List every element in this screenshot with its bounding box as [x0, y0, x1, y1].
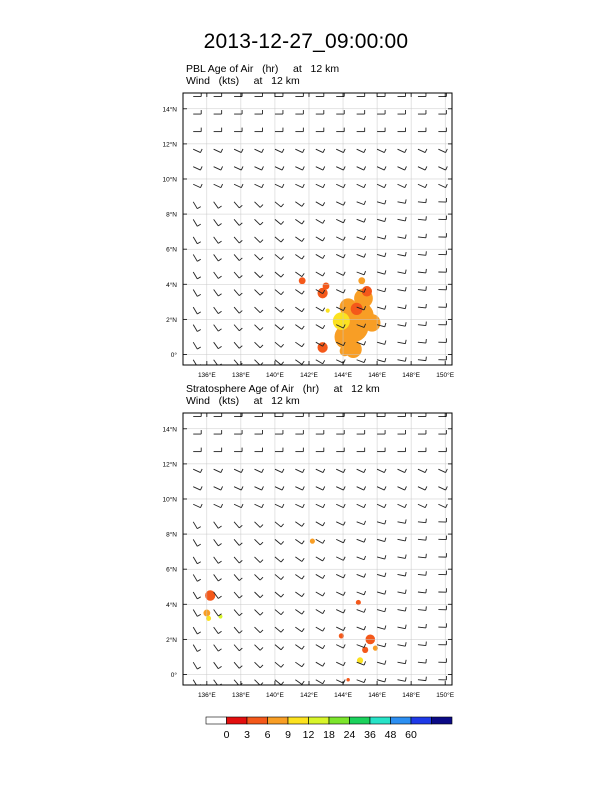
x-tick-label: 144°E: [334, 692, 352, 699]
colorbar-swatch: [227, 717, 248, 724]
y-tick-label: 2°N: [166, 636, 177, 644]
colorbar-swatch: [288, 717, 309, 724]
x-tick-label: 148°E: [402, 692, 421, 699]
colorbar-swatch: [329, 717, 350, 724]
colorbar-swatch: [391, 717, 412, 724]
page-title: 2013-12-27_09:00:00: [203, 30, 409, 53]
x-tick-label: 146°E: [368, 692, 386, 699]
y-tick-label: 10°N: [162, 496, 177, 504]
x-tick-label: 146°E: [368, 372, 386, 379]
x-tick-label: 136°E: [197, 692, 216, 699]
y-tick-label: 14°N: [162, 106, 177, 114]
x-tick-label: 150°E: [436, 372, 455, 379]
x-tick-label: 142°E: [300, 372, 318, 379]
colorbar-swatch: [411, 717, 432, 724]
panel-2-title-line2: Wind (kts) at 12 km: [186, 395, 300, 407]
y-tick-label: 14°N: [162, 426, 177, 434]
y-tick-label: 0°: [170, 671, 177, 679]
colorbar-label: 24: [343, 729, 356, 741]
y-tick-label: 12°N: [162, 141, 177, 149]
y-tick-label: 4°N: [166, 281, 177, 289]
colorbar-label: 3: [244, 729, 250, 741]
colorbar-swatch: [206, 717, 227, 724]
x-tick-label: 138°E: [231, 692, 250, 699]
colorbar-label: 60: [405, 729, 417, 741]
y-tick-label: 8°N: [166, 211, 177, 219]
x-tick-label: 150°E: [436, 692, 455, 699]
x-tick-label: 148°E: [402, 372, 421, 379]
x-tick-label: 142°E: [300, 692, 318, 699]
y-tick-label: 10°N: [162, 176, 177, 184]
x-tick-label: 140°E: [266, 372, 284, 379]
y-tick-label: 4°N: [166, 601, 177, 609]
colorbar-swatch: [247, 717, 268, 724]
x-tick-label: 136°E: [197, 372, 216, 379]
panel-1-title-line1: PBL Age of Air (hr) at 12 km: [186, 63, 340, 75]
y-tick-label: 8°N: [166, 531, 177, 539]
y-tick-label: 2°N: [166, 316, 177, 324]
y-tick-label: 6°N: [166, 246, 177, 254]
colorbar-swatch: [309, 717, 330, 724]
colorbar-label: 12: [302, 729, 315, 741]
panel-1-title-line2: Wind (kts) at 12 km: [186, 75, 300, 87]
y-tick-label: 6°N: [166, 566, 177, 574]
x-tick-label: 140°E: [266, 692, 284, 699]
colorbar-swatch: [370, 717, 391, 724]
colorbar-label: 6: [264, 729, 271, 741]
y-tick-label: 12°N: [162, 461, 177, 469]
y-tick-label: 0°: [170, 351, 177, 359]
colorbar-label: 9: [285, 729, 291, 741]
colorbar-label: 18: [323, 729, 335, 741]
x-tick-label: 138°E: [231, 372, 250, 379]
colorbar-label: 0: [223, 729, 230, 741]
colorbar-swatch: [432, 717, 453, 724]
panel-2-title-line1: Stratosphere Age of Air (hr) at 12 km: [186, 383, 380, 395]
x-tick-label: 144°E: [334, 372, 352, 379]
colorbar-swatch: [350, 717, 371, 724]
colorbar-label: 36: [364, 729, 376, 741]
colorbar-swatch: [268, 717, 289, 724]
colorbar-label: 48: [384, 729, 397, 741]
